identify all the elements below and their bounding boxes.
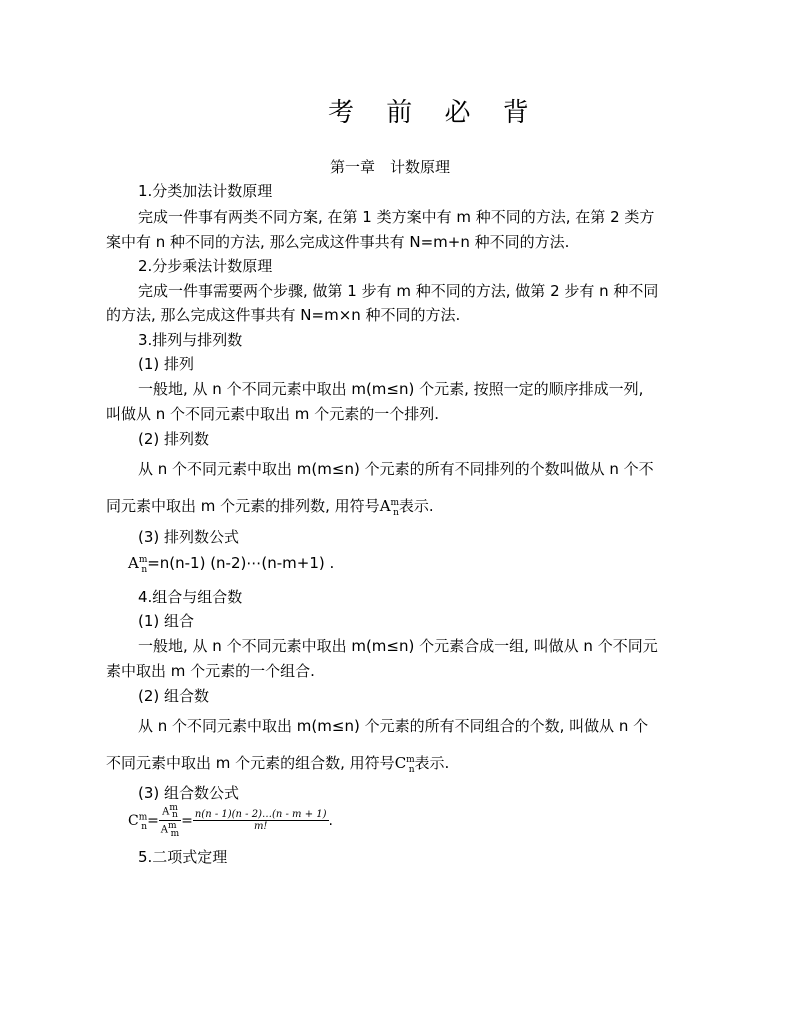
combination-formula-symbol: $C^m_n$ (128, 812, 148, 832)
section-4-p2-line-1: 从 n 个不同元素中取出 m(m≤n) 个元素的所有不同组合的个数, 叫做从 n 个 (138, 717, 649, 735)
section-2-heading: 2.分步乘法计数原理 (138, 257, 273, 275)
permutation-formula-symbol: $A^m_n$ (128, 554, 148, 575)
section-4-sub-1: (1) 组合 (138, 612, 195, 630)
section-2-line-1: 完成一件事需要两个步骤, 做第 1 步有 m 种不同的方法, 做第 2 步有 n 种不同 (138, 282, 659, 300)
section-3-sub-2: (2) 排列数 (138, 430, 210, 448)
combination-ratio-fraction: $\frac{\text{Amn}}{\text{Amm}}$ (160, 803, 180, 839)
page-title: 考 前 必 背 (328, 98, 541, 128)
section-3-p1-line-1: 一般地, 从 n 个不同元素中取出 m(m≤n) 个元素, 按照一定的顺序排成一列, (138, 380, 644, 398)
section-4-p2-line-2-text: 不同元素中取出 m 个元素的组合数, 用符号 (106, 754, 395, 772)
section-3-p1-line-2: 叫做从 n 个不同元素中取出 m 个元素的一个排列. (106, 405, 439, 423)
section-4-sub-3: (3) 组合数公式 (138, 784, 240, 802)
section-1-line-2: 案中有 n 种不同的方法, 那么完成这件事共有 N=m+n 种不同的方法. (106, 233, 570, 251)
section-4-p1-line-2: 素中取出 m 个元素的一个组合. (106, 662, 315, 680)
section-3-p2-line-2 (106, 495, 434, 518)
section-2-line-2: 的方法, 那么完成这件事共有 N=m×n 种不同的方法. (106, 306, 461, 324)
section-5-heading: 5.二项式定理 (138, 848, 228, 866)
section-3-p2-line-1: 从 n 个不同元素中取出 m(m≤n) 个元素的所有不同排列的个数叫做从 n 个不 (138, 460, 654, 478)
section-3-sub-3: (3) 排列数公式 (138, 528, 240, 546)
permutation-formula-expression: =n(n-1) (n-2)⋯(n-m+1) . (147, 554, 335, 572)
section-4-p2-line-2-tail: 表示. (414, 754, 450, 772)
combination-symbol: $C^m_n$ (394, 754, 415, 775)
section-3-p2-line-2-tail: 表示. (398, 497, 434, 515)
section-3-p2-line-2-text: 同元素中取出 m 个元素的排列数, 用符号 (106, 497, 380, 515)
section-4-heading: 4.组合与组合数 (138, 588, 243, 606)
combination-formula: $C^m_n=$ $\frac{\text{Amn}}{\text{Amm}}$ = $\frac{n(n - 1)(n - 2)\dots(n - m + 1)}{m!}$ . (128, 803, 333, 839)
permutation-symbol: $A^m_n$ (379, 497, 400, 518)
section-1-line-1: 完成一件事有两类不同方案, 在第 1 类方案中有 m 种不同的方法, 在第 2 类方 (138, 208, 655, 226)
section-3-heading: 3.排列与排列数 (138, 331, 243, 349)
combination-expanded-fraction: $\frac{n(n - 1)(n - 2)\dots(n - m + 1)}{m!}$ (194, 809, 327, 833)
section-4-p1-line-1: 一般地, 从 n 个不同元素中取出 m(m≤n) 个元素合成一组, 叫做从 n 个不同元 (138, 637, 658, 655)
permutation-formula (128, 554, 334, 575)
section-4-p2-line-2 (106, 752, 449, 775)
chapter-heading: 第一章 计数原理 (330, 158, 451, 176)
section-3-sub-1: (1) 排列 (138, 355, 195, 373)
section-4-sub-2: (2) 组合数 (138, 687, 210, 705)
section-1-heading: 1.分类加法计数原理 (138, 182, 273, 200)
